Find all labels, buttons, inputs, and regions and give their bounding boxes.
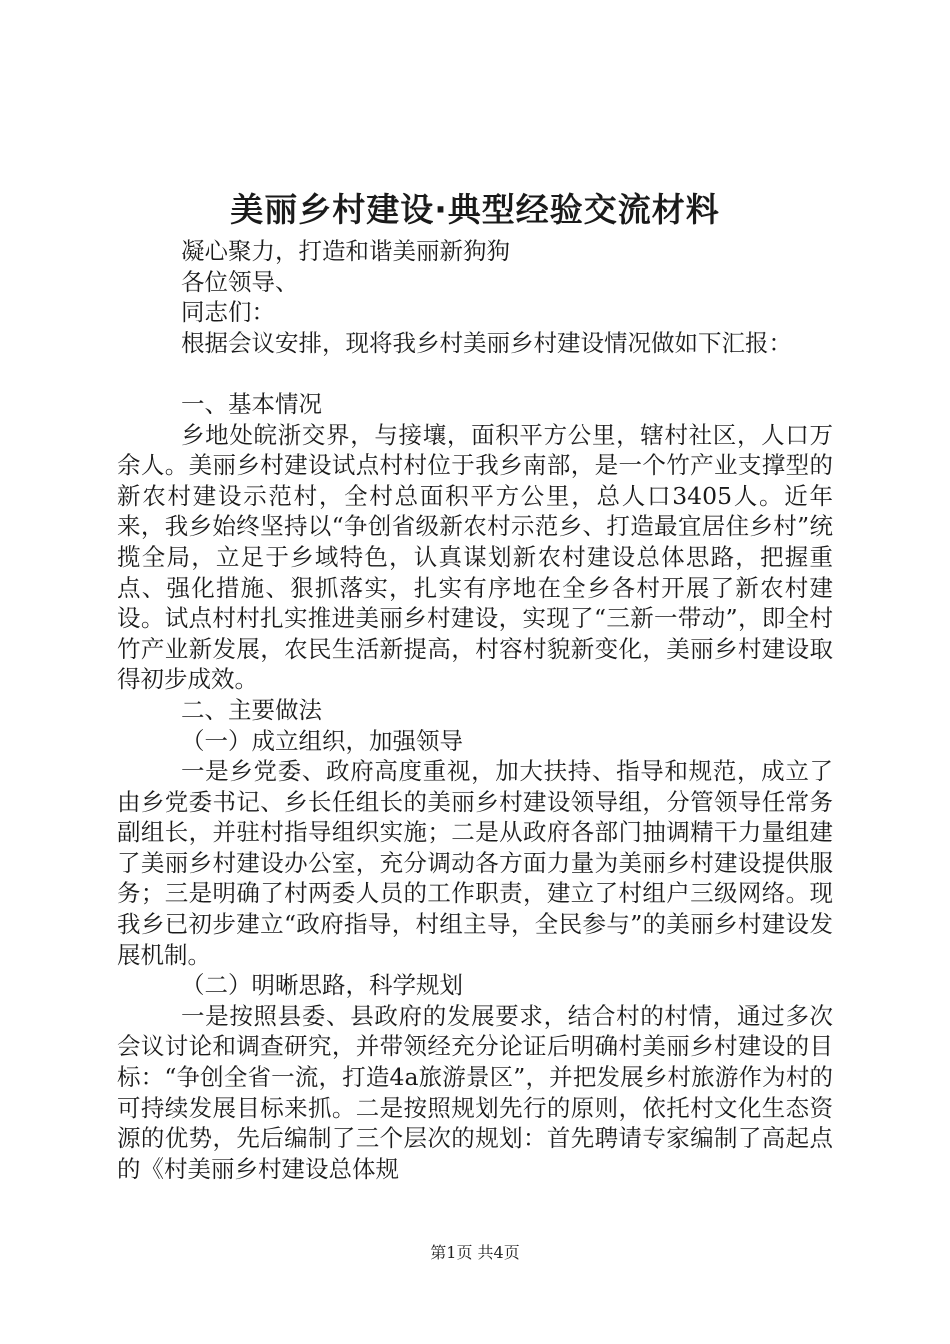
paragraph-intro: 根据会议安排，现将我乡村美丽乡村建设情况做如下汇报： bbox=[181, 328, 792, 357]
paragraph-basic-situation: 乡地处皖浙交界，与接壤，面积平方公里，辖村社区，人口万余人。美丽乡村建设试点村村位于我乡南部，是一个竹产业支撑型的新农村建设示范村，全村总面积平方公里，总人口3405人。近年来，我乡始终坚持以“争创省级新农村示范乡、打造最宜居住乡村”统揽全局，立足于乡域特色，认真谋划新农村建设总体思路，把握重点、强化措施、狠抓落实，扎实有序地在全乡各村开展了新农村建设。试点村村扎实推进美丽乡村建设，实现了“三新一带动”，即全村竹产业新发展，农民生活新提高，村容村貌新变化，美丽乡村建设取得初步成效。 bbox=[117, 420, 833, 694]
paragraph-organization: 一是乡党委、政府高度重视，加大扶持、指导和规范，成立了由乡党委书记、乡长任组长的美丽乡村建设领导组，分管领导任常务副组长，并驻村指导组织实施；二是从政府各部门抽调精干力量组建了美丽乡村建设办公室，充分调动各方面力量为美丽乡村建设提供服务；三是明确了村两委人员的工作职责，建立了村组户三级网络。现我乡已初步建立“政府指导，村组主导，全民参与”的美丽乡村建设发展机制。 bbox=[117, 757, 833, 969]
paragraph-salutation-2: 同志们： bbox=[181, 298, 275, 327]
document-title: 美丽乡村建设·典型经验交流材料 bbox=[230, 190, 720, 229]
subheading-organization: （一）成立组织，加强领导 bbox=[181, 726, 463, 755]
heading-basic-situation: 一、基本情况 bbox=[181, 389, 322, 418]
paragraph-planning: 一是按照县委、县政府的发展要求，结合村的村情，通过多次会议讨论和调查研究，并带领经充分论证后明确村美丽乡村建设的目标：“争创全省一流，打造4a旅游景区”，并把发展乡村旅游作为村的可持续发展目标来抓。二是按照规划先行的原则，依托村文化生态资源的优势，先后编制了三个层次的规划：首先聘请专家编制了高起点的《村美丽乡村建设总体规 bbox=[117, 1001, 833, 1183]
page-number: 第1页 共4页 bbox=[430, 1243, 520, 1262]
paragraph-salutation-1: 各位领导、 bbox=[181, 267, 299, 296]
subheading-planning: （二）明晰思路，科学规划 bbox=[181, 971, 463, 1000]
blank-line bbox=[117, 358, 833, 389]
document-body bbox=[117, 236, 833, 1184]
paragraph-subtitle: 凝心聚力，打造和谐美丽新狗狗 bbox=[181, 237, 510, 265]
heading-main-practices: 二、主要做法 bbox=[181, 695, 322, 724]
